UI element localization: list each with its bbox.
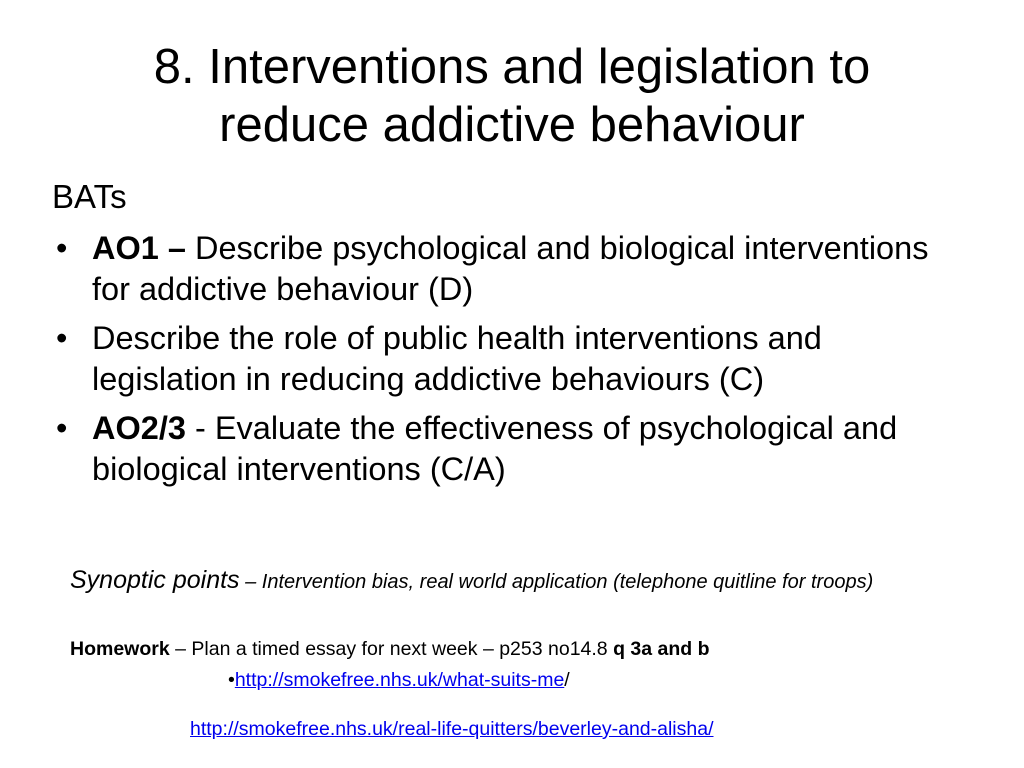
slide-title-line-1: 8. Interventions and legislation to [153, 40, 871, 94]
homework-label: Homework [70, 638, 170, 660]
bullet-item-public-health [52, 318, 972, 400]
slide-title-line-2: reduce addictive behaviour [219, 98, 805, 152]
bullet-text: - Evaluate the effectiveness of psychological and biological interventions (C/A) [92, 410, 898, 487]
link-what-suits-me-line [228, 667, 570, 693]
link-what-suits-me[interactable]: http://smokefree.nhs.uk/what-suits-me [234, 669, 565, 691]
bullet-bold-label: AO1 – [92, 230, 186, 266]
bullet-dot-icon: • [56, 410, 68, 446]
bullet-text: Describe the role of public health interventions and legislation in reducing addictive behaviours (C) [92, 320, 822, 397]
bullet-bold-label: AO2/3 [92, 410, 186, 446]
bullet-text: Describe psychological and biological interventions for addictive behaviour (D) [92, 230, 929, 307]
link-suffix: / [564, 669, 570, 691]
synoptic-lead: Synoptic points [70, 566, 240, 594]
link-real-life-quitters[interactable]: http://smokefree.nhs.uk/real-life-quitters/beverley-and-alisha/ [190, 718, 714, 740]
bullet-item-ao1 [52, 228, 972, 310]
homework-line [70, 636, 970, 662]
homework-question: q 3a and b [613, 638, 710, 660]
bullet-item-ao2-3 [52, 408, 972, 490]
bullet-dot-icon: • [56, 320, 68, 356]
bullet-dot-icon: • [56, 230, 68, 266]
slide-title [40, 38, 984, 154]
bullet-list [52, 228, 972, 498]
link-real-life-quitters-line [190, 716, 714, 742]
link-bullet: • [228, 669, 235, 691]
synoptic-text: – Intervention bias, real world application (telephone quitline for troops) [239, 571, 874, 593]
synoptic-points [70, 565, 940, 597]
bats-heading: BATs [52, 178, 127, 215]
homework-text: – Plan a timed essay for next week – p253 no14.8 [169, 638, 614, 660]
